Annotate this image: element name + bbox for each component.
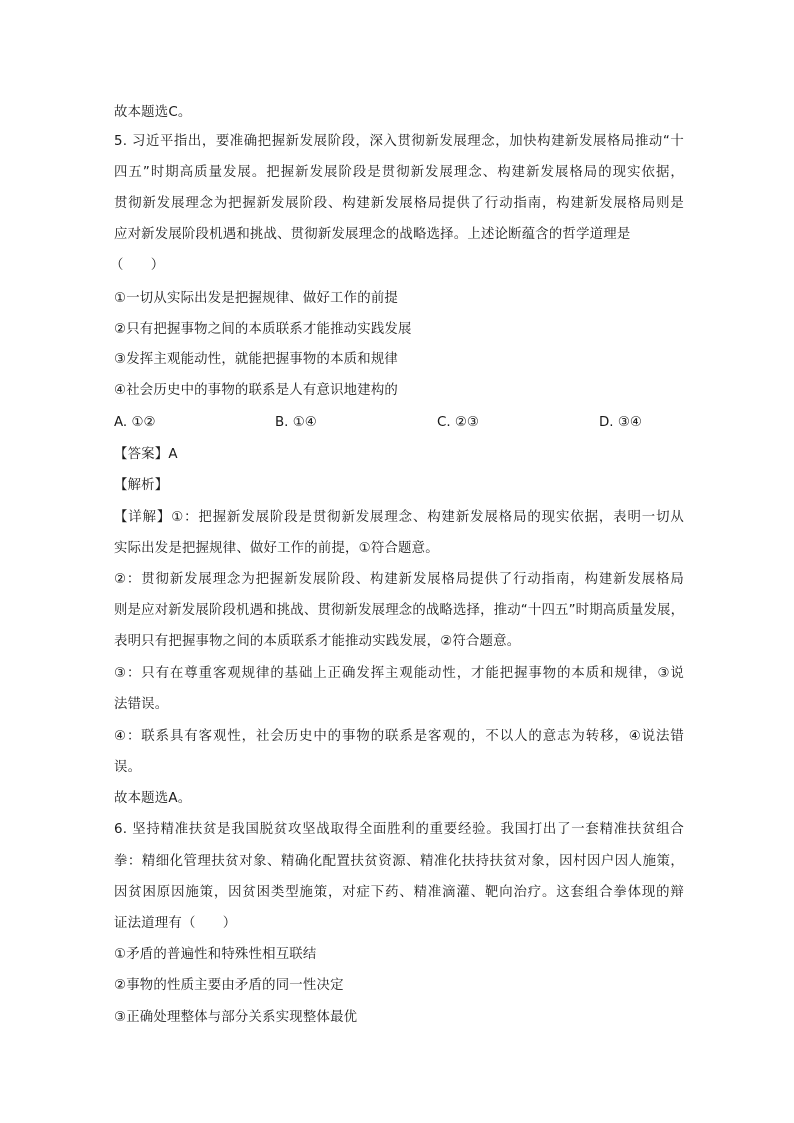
- q6-stem-line-4: 证法道理有（ ）: [114, 916, 237, 931]
- q5-option-a: A. ①②: [114, 415, 156, 430]
- q5-detail-line-8: ④：联系具有客观性，社会历史中的事物的联系是客观的，不以人的意志为转移，④说法错: [114, 729, 684, 744]
- q6-statement-2: ②事物的性质主要由矛盾的同一性决定: [114, 978, 344, 993]
- q6-stem-line-1: 6. 坚持精准扶贫是我国脱贫攻坚战取得全面胜利的重要经验。我国打出了一套精准扶贫组合: [114, 822, 684, 837]
- q5-answer-blank: （ ）: [110, 258, 165, 273]
- q5-detail-line-7: 法错误。: [114, 697, 169, 712]
- q5-detail-line-1: 【详解】①：把握新发展阶段是贯彻新发展理念、构建新发展格局的现实依据，表明一切从: [114, 510, 684, 525]
- q5-answer-label: 【答案】A: [114, 447, 178, 462]
- q5-stem-line-3: 贯彻新发展理念为把握新发展阶段、构建新发展格局提供了行动指南，构建新发展格局则是: [114, 196, 684, 211]
- q5-statement-3: ③发挥主观能动性，就能把握事物的本质和规律: [114, 352, 399, 367]
- q5-stem-line-4: 应对新发展阶段机遇和挑战、贯彻新发展理念的战略选择。上述论断蕴含的哲学道理是: [114, 227, 631, 242]
- q5-option-c: C. ②③: [437, 415, 479, 430]
- q6-statement-3: ③正确处理整体与部分关系实现整体最优: [114, 1010, 358, 1025]
- q6-stem-line-2: 拳：精细化管理扶贫对象、精确化配置扶贫资源、精准化扶持扶贫对象，因村因户因人施策，: [114, 854, 684, 869]
- q5-stem-line-1: 5. 习近平指出，要准确把握新发展阶段，深入贯彻新发展理念，加快构建新发展格局推动“十: [114, 134, 684, 149]
- q5-statement-2: ②只有把握事物之间的本质联系才能推动实践发展: [114, 322, 412, 337]
- q5-stem-line-2: 四五”时期高质量发展。把握新发展阶段是贯彻新发展理念、构建新发展格局的现实依据，: [114, 165, 684, 180]
- q5-detail-line-5: 表明只有把握事物之间的本质联系才能推动实践发展，②符合题意。: [114, 634, 521, 649]
- q5-detail-line-9: 误。: [114, 760, 142, 775]
- q5-statement-4: ④社会历史中的事物的联系是人有意识地建构的: [114, 383, 399, 398]
- q5-option-b: B. ①④: [275, 415, 317, 430]
- q6-stem-line-3: 因贫困原因施策，因贫困类型施策，对症下药、精准滴灌、靶向治疗。这套组合拳体现的辩: [114, 885, 684, 900]
- q5-option-d: D. ③④: [599, 415, 642, 430]
- q5-analysis-label: 【解析】: [114, 478, 169, 493]
- q5-detail-line-3: ②：贯彻新发展理念为把握新发展阶段、构建新发展格局提供了行动指南，构建新发展格局: [114, 572, 684, 587]
- q4-conclusion: 故本题选C。: [114, 105, 192, 120]
- q5-conclusion: 故本题选A。: [114, 791, 192, 806]
- q5-detail-line-6: ③：只有在尊重客观规律的基础上正确发挥主观能动性，才能把握事物的本质和规律，③说: [114, 666, 684, 681]
- q5-detail-line-2: 实际出发是把握规律、做好工作的前提，①符合题意。: [114, 541, 439, 556]
- q6-statement-1: ①矛盾的普遍性和特殊性相互联结: [114, 947, 317, 962]
- q5-detail-line-4: 则是应对新发展阶段机遇和挑战、贯彻新发展理念的战略选择，推动“十四五”时期高质量发展，: [114, 603, 684, 618]
- q5-statement-1: ①一切从实际出发是把握规律、做好工作的前提: [114, 291, 399, 306]
